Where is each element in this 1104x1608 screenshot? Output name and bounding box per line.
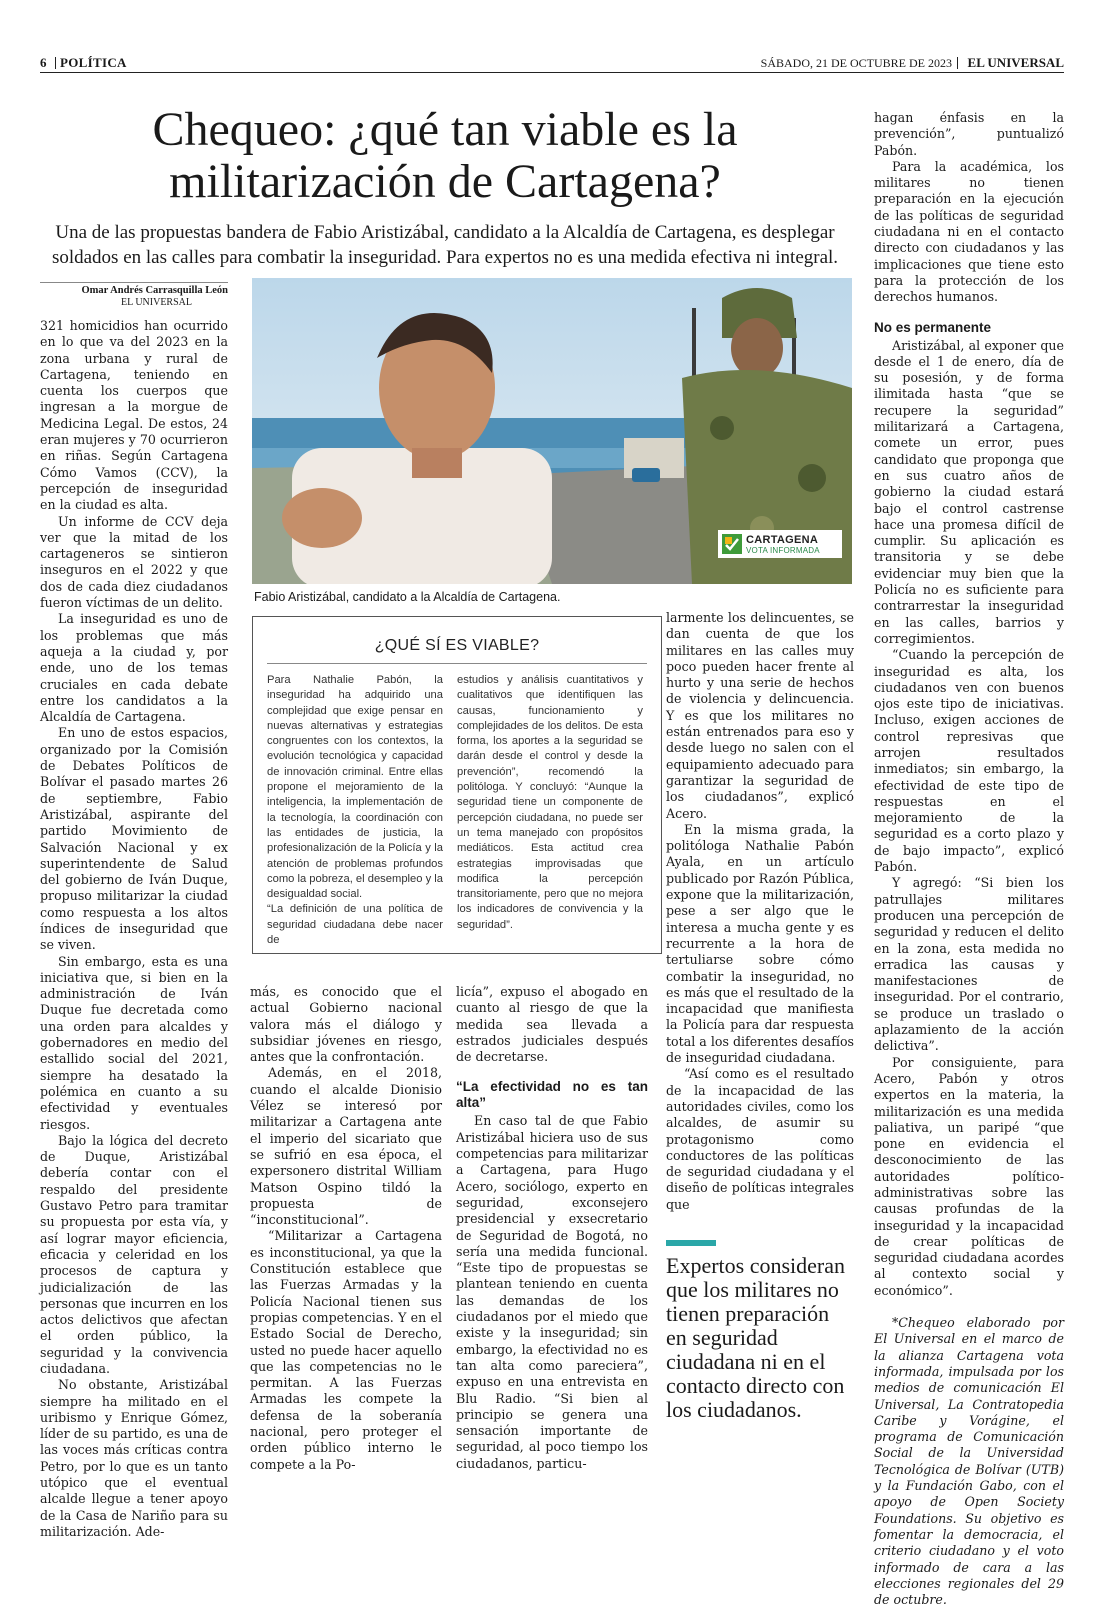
paragraph: Sin embargo, esta es una iniciativa que, si bien en la administración de Iván Duque fue decretada como una orden para alcaldes y gobernadores en medio del estallido social del 2021, siempre ha desatado la polémica en cuanto a su efectividad y eventuales riesgos. [40,953,228,1132]
footnote: *Chequeo elaborado por El Universal en el marco de la alianza Cartagena vota informada, impulsada por los medios de comunicación El Universal, La Contratopedia Caribe y Vorágine, el programa de Comunicación Social de la Universidad Tecnológica de Bolívar (UTB) y la Fundación Gabo, con el apoyo de Open Society Foundations. Su objetivo es fomentar la democracia, el criterio ciudadano y el voto informado de cara a las elecciones regionales del 29 de octubre. [874,1315,1064,1608]
logo-sub-text: VOTA INFORMADA [746,546,820,555]
paragraph: licía”, expuso el abogado en cuanto al riesgo de que la medida sea llevada a estrados judiciales después de decretarse. [456,984,648,1065]
paragraph: Por consiguiente, para Acero, Pabón y otros expertos en la materia, la militarización es una medida paliativa, un paripé “que pone en evidencia el desconocimiento de las autoridades político-administrativas sobre las causas profundas de la inseguridad y la incapacidad de crear políticas de seguridad ciudadana acordes al contexto social y económico”. [874,1054,1064,1298]
logo-main-text: CARTAGENA [746,534,819,546]
paragraph: 321 homicidios han ocurrido en lo que va del 2023 en la zona urbana y rural de Cartagena, teniendo en cuenta los cuerpos que ingresan a la morgue de Medicina Legal. De estos, 24 eran mujeres y 70 ocurrieron en riñas. Según Cartagena Cómo Vamos (CCV), la percepción de inseguridad en la ciudad es alta. [40,318,228,513]
paragraph: “Así como es el resultado de la incapacidad de las autoridades civiles, como los alcaldes, de asumir su protagonismo como conductores de las políticas de seguridad ciudadana y el diseño de políticas integrales que [666,1066,854,1212]
section-name: POLÍTICA [60,55,127,70]
page-number: 6 [40,55,47,70]
sidebar-paragraph: Para Nathalie Pabón, la inseguridad ha adquirido una complejidad que exige pensar en nuevas alternativas y estrategias congruentes con los contextos, la evolución tecnológica y capacidad de innovación criminal. Entre ellas propone el mejoramiento de la inteligencia, la implementación de la tecnología, la coordinación con las entidades de justicia, la profesionalización de la Policía y la atención de problemas profundos como la pobreza, el desempleo y la desigualdad social. [267,674,443,901]
page-header [40,55,1064,71]
paragraph: hagan énfasis en la prevención”, puntualizó Pabón. [874,110,1064,158]
header-rule [40,72,1064,73]
issue-date: SÁBADO, 21 DE OCTUBRE DE 2023 [760,56,952,70]
sidebar-box [252,616,662,954]
sidebar-paragraph: “La definición de una política de seguridad ciudadana debe nacer de [267,903,443,947]
body-column-2 [250,984,442,1473]
headline: Chequeo: ¿qué tan viable es la militarización de Cartagena? [152,103,738,208]
paragraph: larmente los delincuentes, se dan cuenta de que los militares en las calles muy poco pueden hacer frente al hurto y una serie de hechos de violencia y delincuencia. Y es que los militares no están entrenados para eso y desde luego no salen con el equipamiento adecuado para garantizar la seguridad de los ciudadanos”, explicó Acero. [666,610,854,821]
sidebar-box-title: ¿QUÉ SÍ ES VIABLE? [374,637,540,654]
paragraph: más, es conocido que el actual Gobierno nacional valora más el diálogo y subsidiar jóvenes en riesgo, antes que la confrontación. [250,984,442,1065]
header-divider [957,57,958,69]
subheading: “La efectividad no es tan alta” [456,1079,648,1111]
body-column-1 [40,318,228,1540]
paragraph: Un informe de CCV deja ver que la mitad de los cartageneros se sintieron inseguros en el 2022 y que dos de cada diez ciudadanos fueron víctimas de un delito. [40,513,228,611]
paragraph: No obstante, Aristizábal siempre ha militado en el uribismo y Enrique Gómez, líder de su partido, es una de las voces más críticas contra Petro, por lo que es un tanto utópico que el eventual alcalde llegue a tener apoyo de la Casa de Nariño para su militarización. Ade- [40,1377,228,1539]
subheading: No es permanente [874,319,992,335]
sidebar-box-right [457,673,643,933]
logo-check-icon [721,533,743,555]
paragraph: “Militarizar a Cartagena es inconstitucional, ya que la Constitución establece que las Fuerzas Armadas y la Policía Nacional tienen sus propias competencias. Y en el Estado Social de Derecho, usted no puede hacer aquello que las competencias no le permitan. A las Fuerzas Armadas les compete la defensa de la soberanía nacional, pero proteger el orden público interno le compete a la Po- [250,1228,442,1472]
paragraph: Bajo la lógica del decreto de Duque, Aristizábal debería contar con el respaldo del presidente Gustavo Petro para tramitar su propuesta por esta vía, y así lograr mayor eficiencia, eficacia y celeridad en los procesos de captura y judicialización de las personas que incurren en los actos delictivos que afectan el orden público, la seguridad y la convivencia ciudadana. [40,1132,228,1376]
pull-quote: Expertos consideran que los militares no tienen preparación en seguridad ciudadana ni en el contacto directo con los ciudadanos. [666,1253,845,1422]
paragraph: “Cuando la percepción de inseguridad es alta, los ciudadanos ven con buenos ojos este tipo de iniciativas. Incluso, exigen acciones de control represivas que arrojen resultados inmediatos; sin embargo, la efectividad de este tipo de respuestas en el mejoramiento de la seguridad es a corto plazo y de bajo impacto”, explicó Pabón. [874,647,1064,875]
vota-informada-logo [718,530,842,558]
photo-caption: Fabio Aristizábal, candidato a la Alcaldía de Cartagena. [254,590,561,604]
sidebar-paragraph: estudios y análisis cuantitativos y cualitativos que identifiquen las causas, funcionamiento y complejidades de los delitos. De esta forma, los aportes a la seguridad se darán desde el control y desde la prevención”, recomendó la politóloga. Y concluyó: “Aunque la seguridad tiene un componente de percepción ciudadana, no puede ser un tema manejado con propósitos mediáticos. Esta actitud crea estrategias improvisadas que modifica la percepción transitoriamente, pero que no mejora los indicadores de convivencia y la seguridad”. [457,674,643,931]
paragraph: Para la académica, los militares no tienen preparación en la ejecución de las políticas de seguridad ciudadana ni en el contacto directo con ciudadanos y las implicaciones que tiene esto para la protección de los derechos humanos. [874,158,1064,305]
paragraph: La inseguridad es uno de los problemas que más aqueja a la ciudad y, por ende, uno de los temas cruciales en cada debate entre los candidatos a la Alcaldía de Cartagena. [40,611,228,725]
body-column-3 [456,984,648,1472]
paragraph: En la misma grada, la politóloga Nathalie Pabón Ayala, en un artículo publicado por Razón Pública, expone que la militarización, pese a ser algo que le interesa a mucha gente y es recurrente a la hora de tertuliarse sobre cómo combatir la inseguridad, no es más que el resultado de la incapacidad que manifiesta la Policía para dar respuesta total a los diferentes desafíos de inseguridad ciudadana. [666,821,854,1066]
paragraph: Aristizábal, al exponer que desde el 1 de enero, día de su posesión, y de forma ilimitada hasta “que se recupere la seguridad” militarizará a Cartagena, comete un error, pues candidato que proponga que en sus cuatro años de gobierno la ciudad estará bajo el control castrense hace una promesa difícil de cumplir. Su aplicación es transitoria y se debe evidenciar muy bien que la Policía no es suficiente para contrarrestar la inseguridad en las calles, barrios y corregimientos. [874,337,1064,646]
paragraph: En uno de estos espacios, organizado por la Comisión de Debates Políticos de Bolívar el pasado martes 26 de septiembre, Fabio Aristizábal, aspirante del partido Movimiento de Salvación Nacional y ex superintendente de Salud del gobierno de Iván Duque, propuso militarizar la ciudad como respuesta a los altos índices de inseguridad que se viven. [40,725,228,953]
sidebar-box-left [267,673,443,948]
sidebar-title-rule [267,663,647,664]
byline-outlet: EL UNIVERSAL [120,297,192,308]
header-divider [55,57,56,69]
deck: Una de las propuestas bandera de Fabio Aristizábal, candidato a la Alcaldía de Cartagena, es desplegar soldados en las calles para combatir la inseguridad. Para expertos no es una medida efectiva ni integral. [51,222,839,268]
body-column-5 [874,110,1064,1608]
body-column-4 [666,610,854,1213]
paragraph: En caso tal de que Fabio Aristizábal hiciera uso de sus competencias para militarizar a Cartagena, para Hugo Acero, sociólogo, experto en seguridad, exconsejero presidencial y exsecretario de Seguridad de Bogotá, no sería una medida funcional. “Este tipo de propuestas se plantean teniendo en cuenta las demandas de los ciudadanos por el miedo que existe y la inseguridad; sin embargo, la efectividad no es tan alta como pareciera”, expuso en una entrevista en Blu Radio. “Si bien al principio se genera una sensación importante de seguridad, al poco tiempo los ciudadanos, particu- [456,1113,648,1471]
pull-quote-accent [666,1240,716,1246]
candidate-photo [252,278,852,584]
paper-name: EL UNIVERSAL [967,55,1064,70]
paragraph: Y agregó: “Si bien los patrullajes militares producen una percepción de seguridad y reducen el delito en la zona, esta medida no erradica las causas y manifestaciones de inseguridad. Por el contrario, se produce un traslado o aplazamiento de la acción delictiva”. [874,875,1064,1054]
byline-author: Omar Andrés Carrasquilla León [81,285,228,296]
paragraph: Además, en el 2018, cuando el alcalde Dionisio Vélez se interesó por militarizar a Cartagena ante el imperio del sicariato que se sufrió en esa época, el expersonero distrital William Matson Ospino tildó la propuesta de “inconstitucional”. [250,1065,442,1228]
byline [40,282,228,308]
